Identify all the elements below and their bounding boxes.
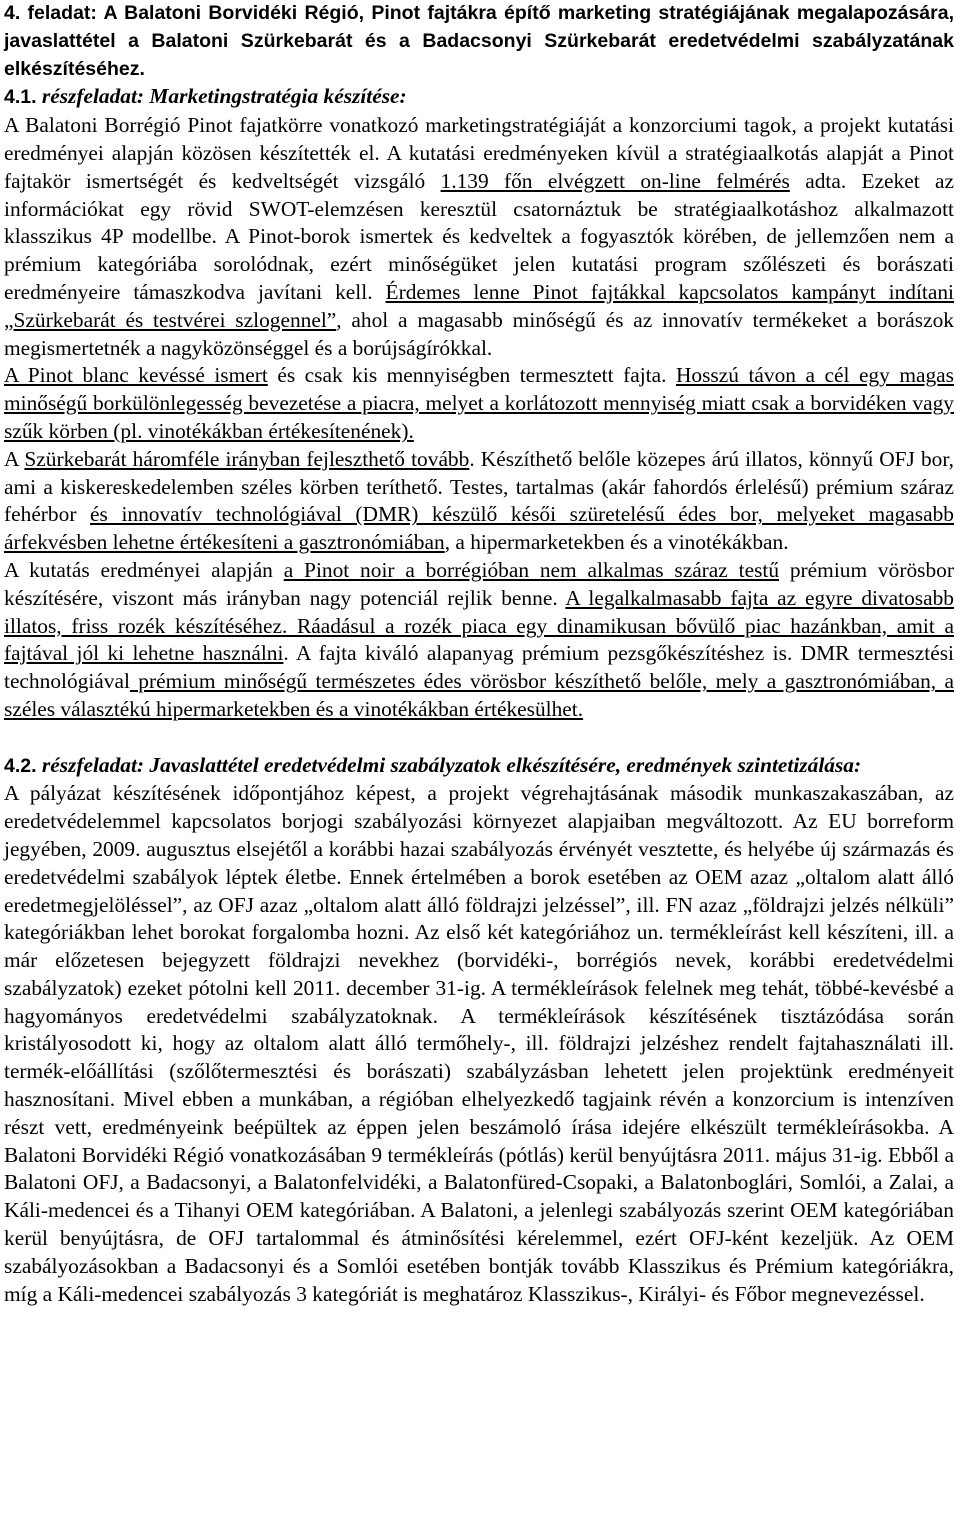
subsection-heading-4-1 [4,83,954,112]
text-run: adta. Ezeket az információkat egy rövid SWOT-elemzésen keresztül csatornáztuk be stratégiaalkotáshoz alkalmazott klasszikus 4P modellbe. A Pinot-borok ismertek és kedveltek a fogyasztók körében, de jellemzően nem a prémium kategóriába sorolódnak, ezért minőségüket jelen kutatási program szőlészeti és borászati eredményeire támaszkodva javítani kell. [4,168,954,304]
text-run: , ahol a magasabb minőségű és az innovatív termékeket a borászok megismertetnék a nagyközönséggel és a borújságírókkal. [4,307,954,360]
underlined-text: 1.139 főn elvégzett on-line felmérés [440,168,790,193]
paragraph-pinot-noir [4,557,954,724]
text-run: A Balatoni Borrégió Pinot fajatkörre vonatkozó marketingstratégiáját a konzorciumi tagok, a projekt kutatási eredményei alapján közösen készítették el. A kutatási eredményeken kívül a stratégiaalkotás alapját a Pinot fajtakör ismertségét és kedveltségét vizsgáló [4,113,954,193]
subsection-number: 4.2. [4,754,37,777]
text-run: . Készíthető belőle közepes árú illatos, könnyű OFJ bor, ami a kiskereskedelemben széles körben teríthető. Testes, tartalmas (akár fahordós érlelésű) prémium száraz fehérbor [4,446,954,527]
paragraph-marketing-strategy [4,112,954,362]
paragraph-gap [4,724,954,752]
underlined-text: A legalkalmasabb fajta az egyre divatosabb illatos, friss rozék készítéséhez. Ráadásul a rozék piaca egy dinamikusan bővülő piac hazánkban, amit a fajtával jól ki lehetne használni [4,585,954,666]
text-run: , a hipermarketekben és a vinotékákban. [444,530,789,555]
text-run: A [4,446,25,471]
underlined-text: Érdemes lenne Pinot fajtákkal kapcsolatos kampányt indítani „Szürkebarát és testvérei szlogennel” [4,279,955,332]
paragraph-origin-protection: A pályázat készítésének időpontjához képest, a projekt végrehajtásának második munkaszakaszában, az eredetvédelemmel kapcsolatos borjogi szabályozási környezet alapjaiban megváltozott. Az EU borreform jegyében, 2009. augusztus elsejétől a korábbi hazai szabályozás érvényét vesztette, és helyébe új származás és eredetvédelmi szabályok léptek életbe. Ennek értelmében a borok esetében az OEM azaz „oltalom alatt álló eredetmegjelöléssel”, az OFJ azaz „oltalom alatt álló földrajzi jelzéssel”, ill. FN azaz „földrajzi jelzés nélküli” kategóriákban lehet borokat forgalomba hozni. Az első két kategóriához un. termékleírást kell készíteni, ill. a már előzetesen bejegyzett földrajzi nevekhez (borvidéki-, borrégiós nevek, korábbi eredetvédelmi szabályzatok) ezeket pótolni kell 2011. december 31-ig. A termékleírások felelnek meg tehát, többé-kevésbé a hagyományos eredetvédelmi szabályzatoknak. A termékleírások készítésének tisztázódása során kristályosodott ki, hogy az oltalom alatt álló termőhely-, ill. földrajzi jelzéshez rendelt fajtahasználati ill. termék-előállítási (szőlőtermesztési és borászati) szabályzásban lehetett jelen projektünk eredményeit hasznosítani. Mivel ebben a munkában, a régióban elhelyezkedő tagjaink révén a konzorcium is intenzíven részt vett, eredményeink beépültek az éppen jelen beszámoló írása idejére elkészült termékleírásokba. A Balatoni Borvidéki Régió vonatkozásában 9 termékleírás (pótlás) kerül benyújtásra 2011. május 31-ig. Ebből a Balatoni OFJ, a Badacsonyi, a Balatonfelvidéki, a Balatonfüred-Csopaki, a Balatonboglári, Somlói, a Zalai, a Káli-medencei és a Tihanyi OEM kategóriában. A Balatoni, a jelenlegi szabályozás szerint OEM kategóriában kerül benyújtásra, de OFJ tartalommal és átminősítési kérelemmel, ezért OFJ-ként kezeljük. Az OEM szabályozásokban a Badacsonyi és a Somlói esetében bontják tovább Klasszikus és Prémium kategóriákra, míg a Káli-medencei szabályozás 3 kategóriát is meghatároz Klasszikus-, Királyi- és Főbor megnevezéssel. [4,781,954,1306]
subsection-heading-4-2 [4,752,954,781]
section-heading: 4. feladat: A Balatoni Borvidéki Régió, Pinot fajtákra építő marketing stratégiájának megalapozására, javaslattétel a Balatoni Szürkebarát és a Badacsonyi Szürkebarát eredetvédelmi szabályzatának elkészítéséhez. [4,2,954,80]
underlined-text: prémium minőségű természetes édes vörösbor készíthető belőle, mely a gasztronómiában, a széles választékú hipermarketekben és a vinotékákban értékesülhet. [4,669,954,721]
underlined-text: a Pinot noir a borrégióban nem alkalmas száraz testű [283,557,780,582]
text-run: A kutatás eredményei alapján [4,557,284,582]
text-run: . A fajta kiváló alapanyag prémium pezsgőkészítéshez is. DMR termesztési technológiával [4,641,954,694]
paragraph-pinot-blanc [4,362,954,445]
subsection-number: 4.1. [4,86,37,109]
document-page [4,0,954,1308]
subsection-title: részfeladat: Javaslattétel eredetvédelmi szabályzatok elkészítésére, eredmények szintetizálása: [36,752,862,777]
underlined-text: Szürkebarát háromféle irányban fejleszthető tovább [24,446,470,471]
subsection-title: részfeladat: Marketingstratégia készítése: [36,84,407,109]
underlined-text: Hosszú távon a cél egy magas minőségű borkülönlegesség bevezetése a piacra, melyet a korlátozott mennyiség miatt csak a borvidéken vagy szűk körben (pl. vinotékákban értékesítenének). [4,363,954,443]
underlined-text: A Pinot blanc kevéssé ismert [4,363,268,388]
text-run: prémium vörösbor készítésére, viszont más irányban nagy potenciál rejlik benne. [4,557,954,610]
underlined-text: és innovatív technológiával (DMR) készülő késői szüretelésű édes bor, melyeket magasabb árfekvésben lehetne értékesíteni a gasztronómiában [4,502,954,555]
text-run: és csak kis mennyiségben termesztett fajta. [267,363,676,388]
paragraph-szurkebarat [4,446,954,557]
